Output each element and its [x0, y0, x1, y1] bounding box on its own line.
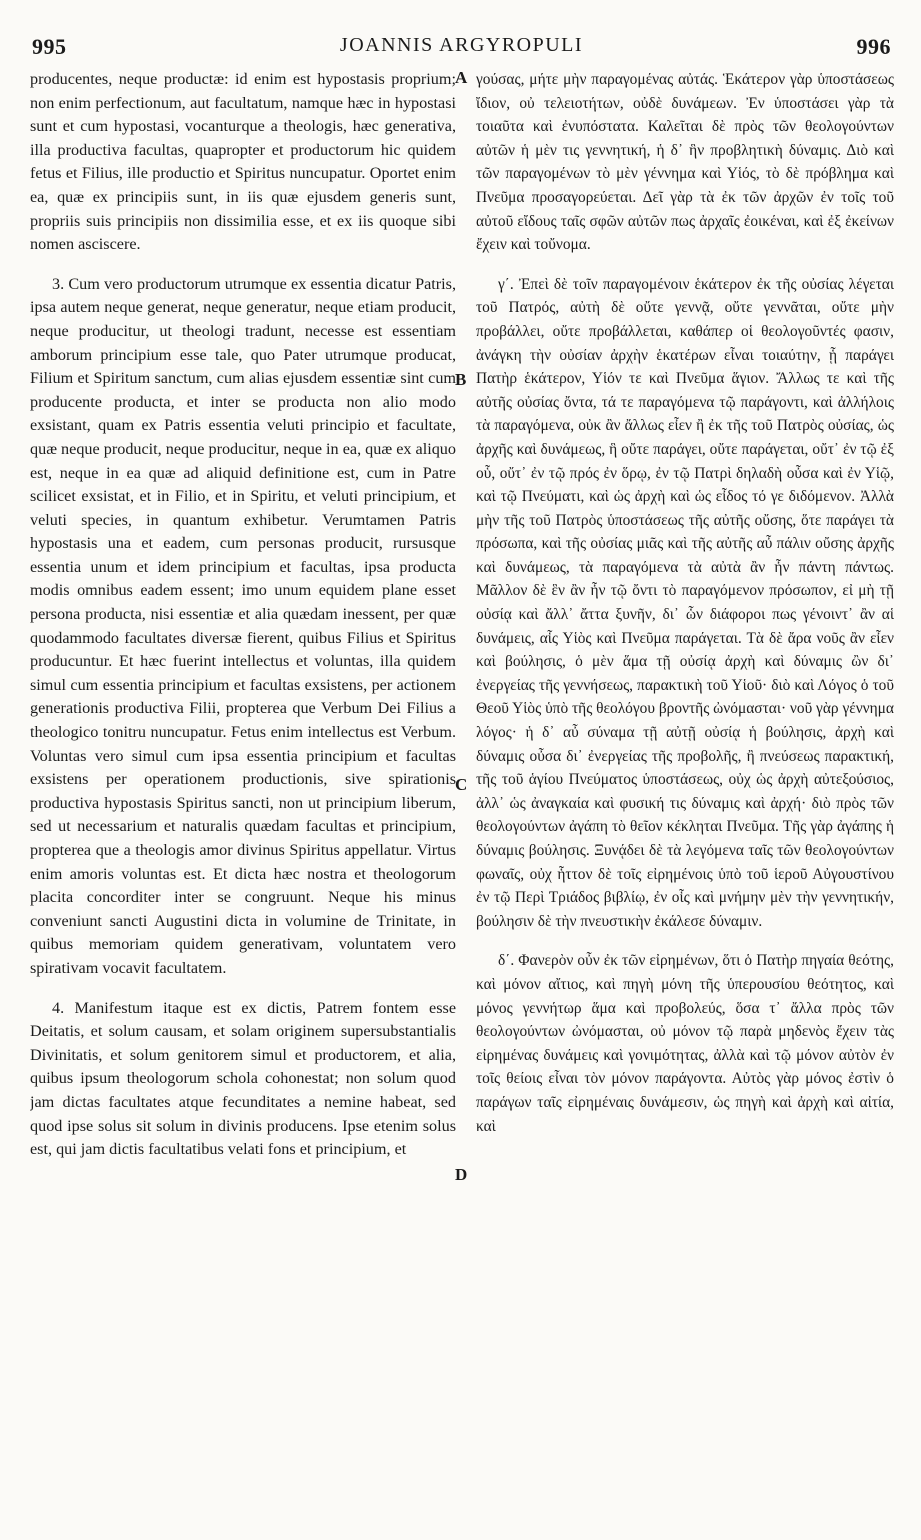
right-page-number: 996 — [856, 34, 891, 59]
greek-paragraph-gamma: γ΄. Ἐπεὶ δὲ τοῖν παραγομένοιν ἑκάτερον ἐκ τῆς οὐσίας λέγεται τοῦ Πατρός, αὐτὴ δὲ οὔτε γεννᾷ, οὔτε γεννᾶται, οὔτε μὴν προβάλλει, οὔτε προβάλλεται, καθάπερ οἱ θεολογοῦντές φασιν, ἀνάγκη τὴν οὐσίαν ἀρχὴν ἑκατέρων εἶναι τοιαύτην, ᾗ παράγει Πατὴρ ἑκάτερον, Υἱόν τε καὶ Πνεῦμα ἅγιον. Ἄλλως τε καὶ τῆς αὐτῆς οὐσίας ὄντα, τά τε παραγόμενα τῷ παράγοντι, καὶ ἀλλήλοις τὰ παραγόμενα, οὐκ ἂν ἄλλως εἶεν ἢ ἐκ τῆς τοῦ Πατρὸς οὐσίας, ὡς ἀρχῆς καὶ δυνάμεως, ἣ οὔτε παράγει, οὔτε παράγεται, οὔτ᾽ ἐν τῷ ἐξ οὗ, οὔτ᾽ ἐν τῷ πρός ἐν ὅρῳ, ἐν τῷ Πατρὶ δηλαδὴ οὖσα καὶ ἐν Υἱῷ, καὶ τῷ Πνεύματι, καὶ ὡς ἀρχὴ καὶ ὡς εἶδος τό γε διδόμενον. Ἀλλὰ μὴν τῆς τοῦ Πατρὸς ὑποστάσεως τῆς αὐτῆς οὔσης, ὅτε παράγει τὰ πρόσωπα, καὶ τῆς οὐσίας μιᾶς καὶ τῆς αὐτῆς αὖ πάλιν οὔσης ἀρχῆς καὶ δυνάμεως, τὰ παραγόμενα τὰ αὐτὰ ἂν ἦν πάντη πάντως. Μᾶλλον δὲ ἓν ἂν ἦν τῷ ὄντι τὸ παραγόμενον πρόσωπον, εἰ μὴ τῇ οὐσίᾳ καὶ ἄλλ᾽ ἄττα ξυνῆν, δι᾽ ὧν διάφοροι πως γένοιντ᾽ ἂν αἱ δυνάμεις, αἷς Υἱὸς καὶ Πνεῦμα παράγεται. Τὰ δὲ ἄρα νοῦς ἂν εἶεν καὶ βούλησις, ὁ μὲν ἅμα τῇ οὐσίᾳ ἀρχὴ καὶ δύναμις ὢν δι᾽ ἐνεργείας τῆς γεννήσεως, παρακτικὴ τοῦ Υἱοῦ· διὸ καὶ Λόγος ὁ τοῦ Θεοῦ Υἱὸς ὑπὸ τῆς θεολόγου βροντῆς ὠνόμασται· νοῦ γὰρ γέννημα λόγος· ἡ δ᾽ αὖ σύναμα τῇ αὐτῇ οὐσίᾳ ἡ βούλησις, ἀρχὴ καὶ δύναμις οὖσα δι᾽ ἐνεργείας τῆς προβολῆς, ἢ πνεύσεως παρακτική, τῆς τοῦ ἁγίου Πνεύματος ὑποστάσεως, οὐχ ὡς ἀρχὴ αὐτεξούσιος, ἀλλ᾽ ὡς ἀναγκαία καὶ φυσική τις δύναμις καὶ ἀρχή· διὸ πρὸς τῶν θεολογούντων ἀγάπη τὸ θεῖον κέκληται Πνεῦμα. Τῆς γὰρ ἀγάπης ἡ δύναμις βούλησις. Ξυνᾴδει δὲ τὰ λεγόμενα ταῖς τῶν θεολογούντων φωναῖς, οὐχ ἧττον δὲ τοῖς εἰρημένοις ὑπὸ τοῦ ἱεροῦ Αὐγουστίνου ἐν τῷ Περὶ Τριάδος βιβλίῳ, ἐν οἷς καὶ μνήμην μὲν τὴν γεννητικήν, βούλησιν δὲ τὴν πνευστικὴν ἐκάλεσε δύναμιν. — [476, 275, 894, 930]
margin-marker-b: B — [455, 370, 467, 389]
left-page-number: 995 — [32, 34, 67, 59]
greek-paragraph-1: γούσας, μήτε μὴν παραγομένας αὐτάς. Ἑκάτερον γὰρ ὑποστάσεως ἴδιον, οὐ τελειοτήτων, οὐδὲ δυνάμεων. Ἐν ὑποστάσει γὰρ τὰ τοιαῦτα καὶ ἐνυπόστατα. Καλεῖται δὲ πρὸς τῶν θεολογούντων αὐτῶν ἡ μὲν τις γεννητική, ἡ δ᾽ ἣν προβλητικὴ δύναμις. Διὸ καὶ τῶν παραγομένων τὸ μὲν γέννημα καὶ Υἱός, τὸ δὲ πρόβλημα καὶ Πνεῦμα προσαγορεύεται. Δεῖ γὰρ τὰ ἐκ τῶν ἀρχῶν ἐν τοῖς τοῦ αὐτοῦ εἴδους ταῖς σφῶν αὐτῶν πως ἀρχαῖς ἐοικέναι, καὶ ἐξ ἐκείνων ἔχειν καὶ τοὔνομα. — [476, 71, 894, 254]
greek-column — [476, 68, 894, 1520]
margin-marker-c: C — [455, 775, 468, 794]
greek-paragraph-delta: δ΄. Φανερὸν οὖν ἐκ τῶν εἰρημένων, ὅτι ὁ Πατὴρ πηγαία θεότης, καὶ μόνον αἴτιος, καὶ πηγὴ μόνη τῆς ὑπερουσίου θεότητος, καὶ μόνος γεννήτωρ ἅμα καὶ προβολεύς, ὅσα τ᾽ ἄλλα πρὸς τῶν θεολογούντων ὠνόμασται, οὐ μόνον τῷ παρὰ μηδενὸς ἔχειν τὰς εἰρημένας δυνάμεις καὶ γονιμότητας, ἀλλὰ καὶ τῷ μόνον αὐτὸν ἐν τοῖς θείοις εἶναι τὸν μόνον παράγοντα. Αὐτὸς γὰρ μόνος ἐστὶν ὁ παράγων ταῖς εἰρημέναις δυνάμεσιν, ὡς πηγὴ καὶ ἀρχὴ καὶ αἰτία, καὶ — [476, 952, 894, 1135]
page-header — [32, 32, 891, 62]
latin-paragraph-3: 3. Cum vero productorum utrumque ex essentia dicatur Patris, ipsa autem neque generat, neque generatur, neque etiam producit, neque producitur, ut theologi tradunt, necesse est essentiam amborum principium esse tale, quo Pater utrumque producat, Filium et Spiritum sanctum, cum alias ejusdem essentiæ sint cum producente producta, et inter se producta non alio modo exsistant, quam ex Patris essentia veluti principio et facultate, quæ neque producit, neque producitur, neque in ea, quæ ex aliquo est, neque in ea quæ ad aliquid definitione est, cum in Patre scilicet exsistat, et in Filio, et in Spiritu, et veluti principium, et veluti species, in quantum exhibetur. Verumtamen Patris hypostasis una et eadem, cum personas producit, rursusque essentia unum et idem principium et facultas, ipsa producta modis omnibus eadem essent; imo unum equidem plane esset persona producta, nisi essentiæ et alia quædam inessent, per quæ quodammodo facultates diversæ fierent, quibus Filius et Spiritus producuntur. Et hæc fuerint intellectus et voluntas, illa quidem simul cum essentia principium et facultas exsistens, per actionem generationis productiva Filii, propterea que Verbum Dei Filius a theologico tonitru nuncupatur. Fetus enim intellectus est Verbum. Voluntas vero simul cum ipsa essentia principium et facultas exsistens per operationem productionis, sive spirationis productiva hypostasis Spiritus sancti, non ut principium liberum, sed ut necessarium et naturalis quædam facultas et principium, propterea que a theologis amor divinus Spiritus appellatur. Virtus enim amoris voluntas est. Et dicta hæc nostra et theologorum placita concorditer inter se congruunt. Neque his minus conveniunt sancti Augustini dicta in volumine de Trinitate, in quibus memoriam quidem generativam, voluntatem vero spirativam vocavit facultatem. — [30, 274, 456, 977]
margin-marker-d: D — [455, 1165, 468, 1184]
latin-column — [30, 68, 456, 1520]
latin-paragraph-1: producentes, neque productæ: id enim est hypostasis proprium; non enim perfectionum, aut facultatum, namque hæc in hypostasi sunt et cum hypostasi, vocanturque a theologis, hæc generativa, illa productiva facultas, quapropter et productorum hic quidem fetus et Filius, ille productio et Spiritus nuncupatur. Oportet enim ea, quæ ex principiis sunt, in iis quæ ejusdem generis sunt, propriis suis principiis non dissimilia esse, et ex iis quoque sibi nomen asciscere. — [30, 70, 456, 254]
running-title: JOANNIS ARGYROPULI — [339, 34, 584, 56]
latin-paragraph-4: 4. Manifestum itaque est ex dictis, Patrem fontem esse Deitatis, et solum causam, et solam originem supersubstantialis Divinitatis, et solum genitorem simul et productorem, et alia, quibus ipsum theologorum schola cohonestat; non solum quod jam dictas facultates atque fecunditates a nemine habeat, sed quod ipse solus sit solum in divinis producens. Ipse etenim solus est, qui jam dictis facultatibus velati fons et principium, et — [30, 998, 456, 1159]
margin-marker-a: A — [455, 68, 468, 87]
